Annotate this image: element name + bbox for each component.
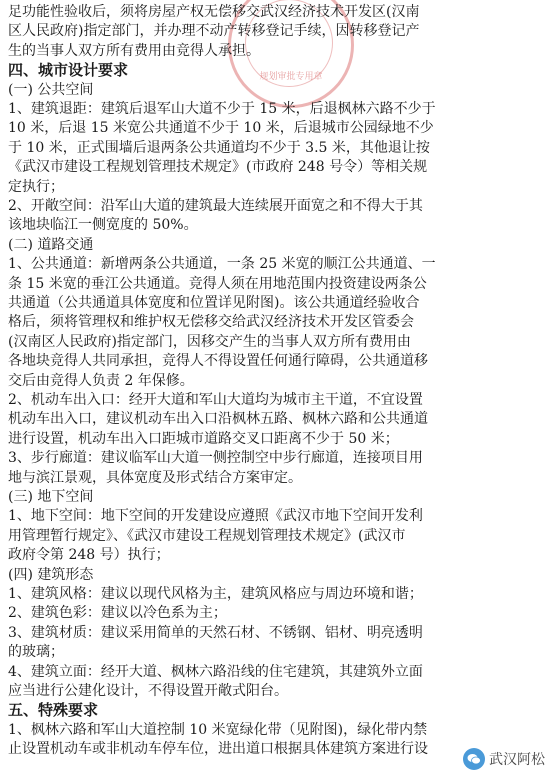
text-line: 各地块竞得人共同承担，竞得人不得设置任何通行障碍，公共通道移 bbox=[8, 353, 428, 370]
text-line: 2、开敞空间：沿军山大道的建筑最大连续展开面宽之和不得大于其 bbox=[8, 198, 423, 214]
watermark-label: 武汉阿松 bbox=[489, 752, 545, 768]
text-line: (汉南区人民政府)指定部门，因移交产生的当事人双方所有费用由 bbox=[8, 333, 411, 350]
text-line: 共通道（公共通道具体宽度和位置详见附图)。该公共通道经验收合 bbox=[8, 295, 420, 311]
watermark bbox=[463, 747, 545, 771]
wechat-icon bbox=[463, 748, 485, 770]
text-line: 的玻璃； bbox=[8, 644, 64, 661]
text-line: 机动车出入口，建议机动车出入口沿枫林五路、枫林六路和公共通道 bbox=[8, 411, 428, 428]
text-line: 政府令第 248 号）执行； bbox=[8, 547, 170, 564]
text-line: (四) 建筑形态 bbox=[8, 566, 94, 583]
text-line: 1、建筑风格：建议以现代风格为主，建筑风格应与周边环境和谐； bbox=[8, 586, 423, 602]
text-line: 用管理暂行规定》、《武汉市建设工程规划管理技术规定》(武汉市 bbox=[8, 527, 406, 544]
text-line: 1、枫林六路和军山大道控制 10 米宽绿化带（见附图)，绿化带内禁 bbox=[8, 721, 428, 738]
text-line: 1、建筑退距：建筑后退军山大道不少于 15 米，后退枫林六路不少于 bbox=[8, 101, 436, 117]
text-line: 3、步行廊道：建议临军山大道一侧控制空中步行廊道，连接项目用 bbox=[8, 450, 423, 467]
text-line: 10 米，后退 15 米宽公共通道不少于 10 米，后退城市公园绿地不少 bbox=[8, 120, 434, 137]
text-line: (三) 地下空间 bbox=[8, 489, 94, 505]
text-line: 足功能性验收后，须将房屋产权无偿移交武汉经济技术开发区(汉南 bbox=[8, 4, 420, 20]
text-line: 2、机动车出入口：经开大道和军山大道均为城市主干道，不宜设置 bbox=[8, 392, 423, 408]
text-line: 1、公共通道：新增两条公共通道，一条 25 米宽的顺江公共通道、一 bbox=[8, 256, 436, 273]
section-heading: 四、城市设计要求 bbox=[8, 61, 129, 80]
text-line: 3、建筑材质：建议采用简单的天然石材、不锈钢、铝材、明亮透明 bbox=[8, 624, 423, 641]
text-line: (二) 道路交通 bbox=[8, 236, 94, 253]
text-line: 格后，须将管理权和维护权无偿移交给武汉经济技术开发区管委会 bbox=[8, 314, 414, 331]
text-line: 1、地下空间：地下空间的开发建设应遵照《武汉市地下空间开发利 bbox=[8, 508, 423, 525]
text-line: (一) 公共空间 bbox=[8, 81, 94, 98]
text-line: 《武汉市建设工程规划管理技术规定》(市政府 248 号令）等相关规 bbox=[8, 159, 428, 176]
text-line: 地与滨江景观，具体宽度及形式结合方案审定。 bbox=[8, 469, 302, 486]
text-line: 定执行； bbox=[8, 178, 64, 195]
seal-text: 规划审批专用章 bbox=[259, 72, 323, 82]
text-line: 条 15 米宽的垂江公共通道。竞得人须在用地范围内投资建设两条公 bbox=[8, 275, 427, 292]
text-line: 止设置机动车或非机动车停车位，进出道口根据具体建筑方案进行设 bbox=[8, 741, 428, 758]
text-line: 该地块临江一侧宽度的 50%。 bbox=[8, 217, 198, 234]
text-line: 交后由竞得人负责 2 年保修。 bbox=[8, 372, 194, 389]
text-line: 区人民政府)指定部门，并办理不动产转移登记手续，因转移登记产 bbox=[8, 23, 420, 40]
text-line: 进行设置，机动车出入口距城市道路交叉口距离不少于 50 米； bbox=[8, 430, 399, 447]
section-heading: 五、特殊要求 bbox=[8, 701, 99, 720]
text-line: 4、建筑立面：经开大道、枫林六路沿线的住宅建筑，其建筑外立面 bbox=[8, 663, 423, 680]
text-line: 生的当事人双方所有费用由竞得人承担。 bbox=[8, 42, 260, 59]
text-line: 应当进行公建化设计，不得设置开敞式阳台。 bbox=[8, 683, 288, 699]
text-line: 于 10 米，正式围墙后退两条公共通道均不少于 3.5 米，其他退让按 bbox=[8, 139, 430, 156]
text-line: 2、建筑色彩：建议以冷色系为主； bbox=[8, 605, 227, 622]
